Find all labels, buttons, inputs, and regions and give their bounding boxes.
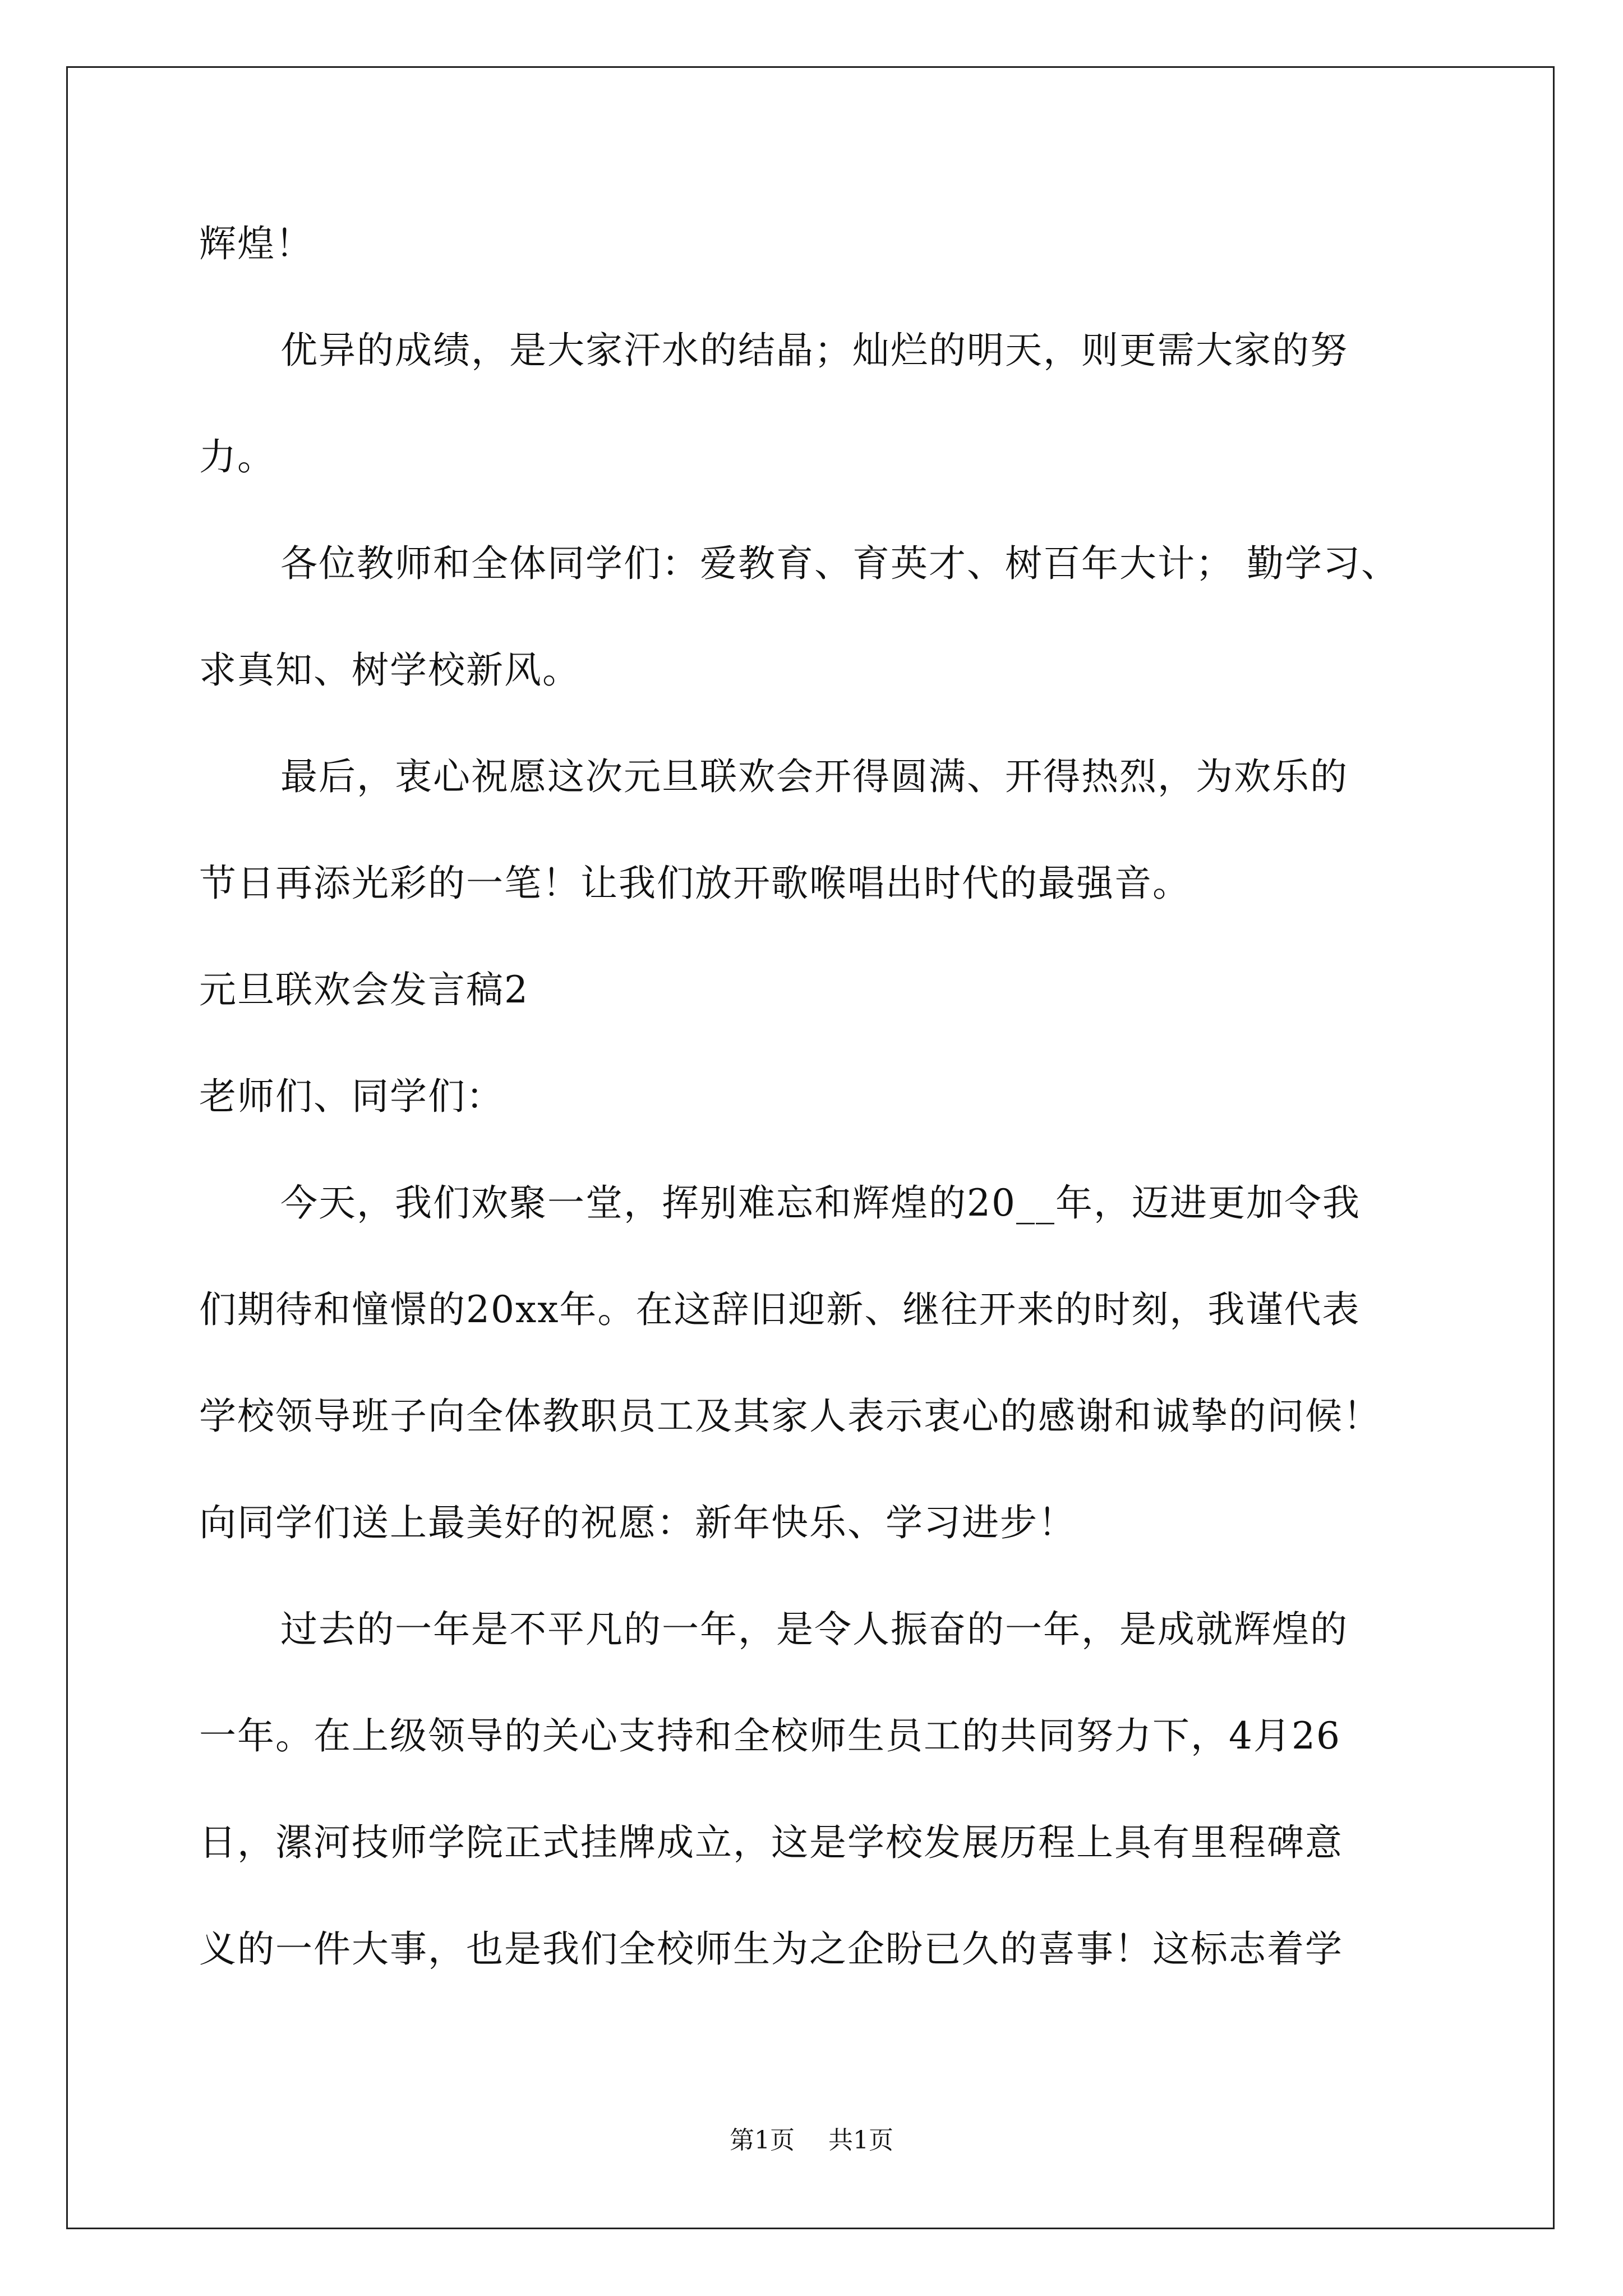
text-line: 求真知、树学校新风。	[199, 648, 580, 692]
text-line: 优异的成绩，是大家汗水的结晶；灿烂的明天，则更需大家的努	[280, 329, 1348, 372]
page-total: 共1页	[828, 2126, 893, 2155]
text-line: 力。	[199, 435, 275, 478]
page-footer	[0, 2125, 1623, 2156]
text-line: 一年。在上级领导的关心支持和全校师生员工的共同努力下，4月26	[199, 1714, 1341, 1757]
text-line: 最后，衷心祝愿这次元旦联欢会开得圆满、开得热烈，为欢乐的	[280, 755, 1348, 798]
page-number: 第1页	[730, 2126, 795, 2155]
text-line: 向同学们送上最美好的祝愿：新年快乐、学习进步！	[199, 1501, 1076, 1544]
text-line: 节日再添光彩的一笔！让我们放开歌喉唱出时代的最强音。	[199, 862, 1191, 905]
text-line: 义的一件大事，也是我们全校师生为之企盼已久的喜事！这标志着学	[199, 1927, 1343, 1971]
text-line: 日，漯河技师学院正式挂牌成立，这是学校发展历程上具有里程碑意	[199, 1821, 1343, 1864]
section-heading: 元旦联欢会发言稿2	[199, 968, 529, 1011]
text-line: 辉煌！	[199, 222, 313, 265]
text-line: 过去的一年是不平凡的一年，是令人振奋的一年，是成就辉煌的	[280, 1608, 1348, 1651]
page-border	[66, 66, 1555, 2229]
text-line: 学校领导班子向全体教职员工及其家人表示衷心的感谢和诚挚的问候！	[199, 1395, 1381, 1438]
text-line: 们期待和憧憬的20xx年。在这辞旧迎新、继往开来的时刻，我谨代表	[199, 1288, 1361, 1331]
text-line: 各位教师和全体同学们：爱教育、育英才、树百年大计； 勤学习、	[280, 542, 1399, 585]
text-line: 今天，我们欢聚一堂，挥别难忘和辉煌的20__年，迈进更加令我	[280, 1181, 1361, 1225]
salutation: 老师们、同学们：	[199, 1075, 504, 1118]
